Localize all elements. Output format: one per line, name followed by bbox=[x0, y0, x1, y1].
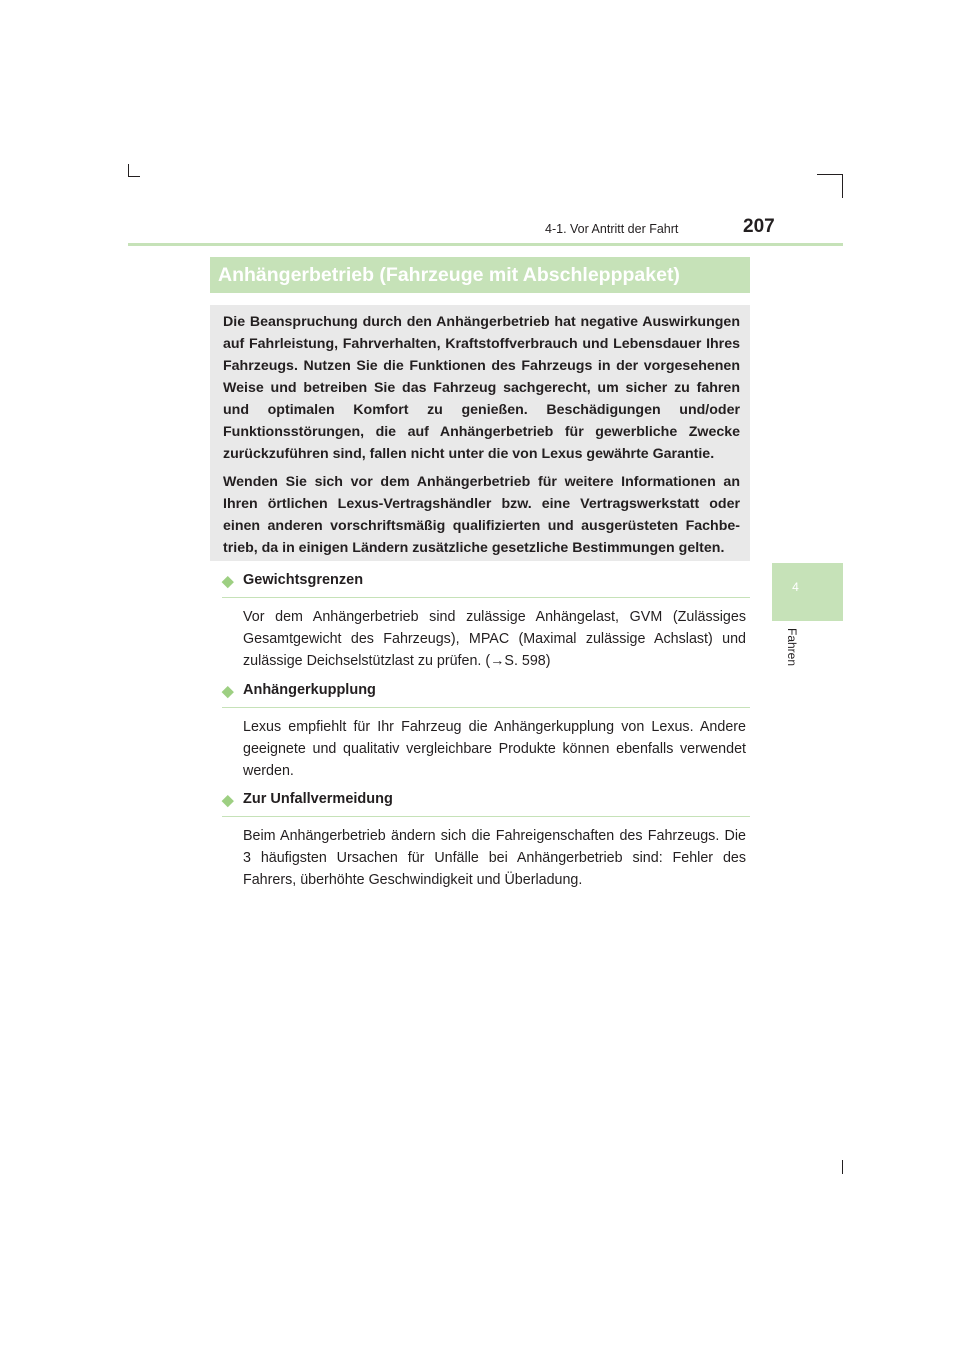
section-body: Beim Anhängerbetrieb ändern sich die Fahreigenschaften des Fahrzeugs. Die 3 häufigsten Ursachen für Unfälle bei Anhängerbetrieb sind: Fehler des Fahrers, überhöhte Geschwindigkeit und Überladung. bbox=[243, 828, 746, 888]
page-number: 207 bbox=[743, 216, 775, 237]
header-rule bbox=[128, 243, 843, 246]
section-title: Gewichtsgrenzen bbox=[243, 572, 364, 588]
section-heading-accident-prevention bbox=[222, 790, 750, 817]
crop-mark-top-right-v bbox=[842, 174, 843, 198]
crop-mark-top-left-h bbox=[128, 176, 140, 177]
section-heading-trailer-hitch bbox=[222, 681, 750, 708]
crop-mark-top-left-v bbox=[128, 164, 129, 176]
page-title: Anhängerbetrieb (Fahrzeuge mit Abschlepppaket) bbox=[210, 257, 750, 293]
crop-mark-top-right-h bbox=[817, 174, 843, 175]
crop-mark-bottom-right-v bbox=[842, 1160, 843, 1174]
intro-box bbox=[210, 305, 750, 561]
section-title: Zur Unfallvermeidung bbox=[243, 791, 393, 807]
diamond-bullet-icon: ◆ bbox=[222, 573, 234, 590]
intro-paragraph: Die Beanspruchung durch den Anhängerbetrieb hat negative Auswirkungen auf Fahrleistung, Fahrverhalten, Kraftstoffverbrauch und Lebensdauer Ihres Fahrzeugs. Nutzen Sie die Funktionen des Fahrzeugs in der vorgesehenen Weise und betreiben Sie das Fahrzeug sachgerecht, um sicher zu fahren und optimalen Komfort zu genießen. Beschädigungen und/oder Funktionsstörungen, die auf Anhängerbetrieb für gewerbliche Zwecke zurückzuführen sind, fallen nicht unter die von Lexus gewährte Garantie. bbox=[223, 314, 740, 462]
diamond-bullet-icon: ◆ bbox=[222, 792, 234, 809]
diamond-bullet-icon: ◆ bbox=[222, 683, 234, 700]
section-heading-weight-limits bbox=[222, 571, 750, 598]
chapter-number: 4 bbox=[792, 580, 799, 594]
section-title: Anhängerkupplung bbox=[243, 682, 376, 698]
section-body: Lexus empfiehlt für Ihr Fahrzeug die Anhängerkupplung von Lexus. Andere geeignete und qualitativ vergleichbare Produkte können ebenfalls verwendet werden. bbox=[243, 719, 746, 779]
chapter-label: Fahren bbox=[785, 628, 799, 667]
section-label: 4-1. Vor Antritt der Fahrt bbox=[545, 222, 679, 236]
chapter-tab bbox=[772, 563, 843, 621]
section-body: Vor dem Anhängerbetrieb sind zulässige Anhängelast, GVM (Zulässiges Gesamtgewicht des Fahrzeugs), MPAC (Maximal zulässige Achslast) und zulässige Deichselstützlast zu prüfen. (→S. 598) bbox=[243, 609, 746, 669]
intro-paragraph: Wenden Sie sich vor dem Anhängerbetrieb für weitere Informationen an Ihren örtlichen Lexus-Vertragshändler bzw. eine Vertragswerkstatt oder einen anderen vorschriftsmäßig qualifizierten und ausgerüsteten Fachbetrieb, da in einigen Ländern zusätzliche gesetzliche Bestimmungen gelten. bbox=[223, 474, 740, 556]
